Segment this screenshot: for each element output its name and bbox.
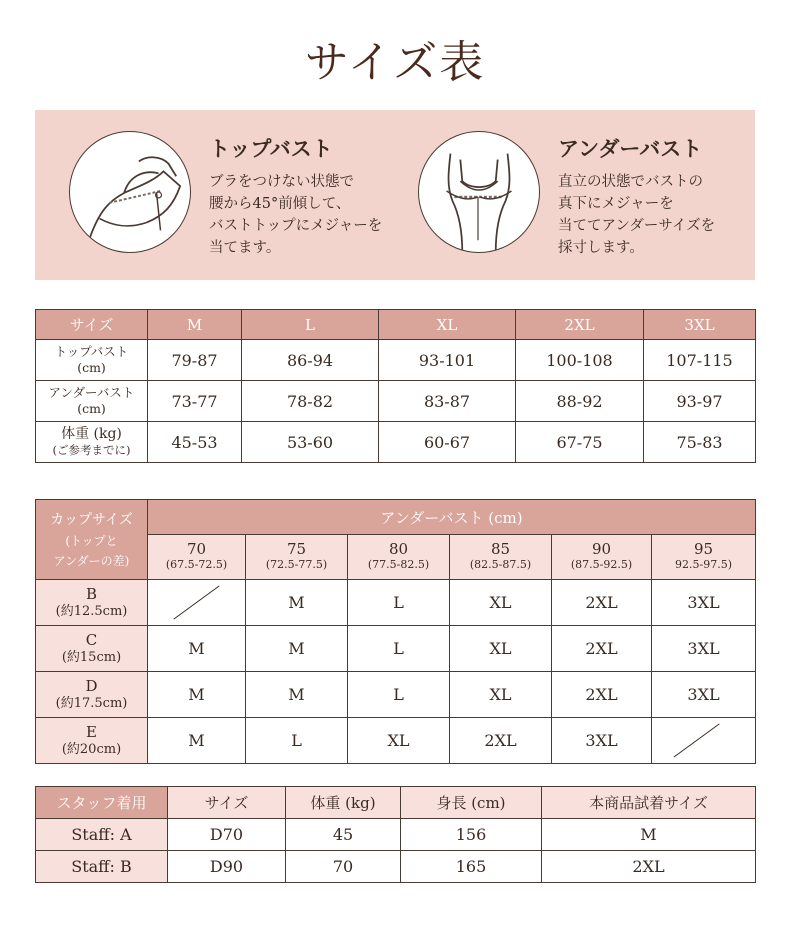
table-cell: 86-94 xyxy=(242,340,379,381)
table-cell: L xyxy=(348,672,450,718)
under-bust-guide xyxy=(418,127,748,263)
table-cell: 60-67 xyxy=(379,422,516,463)
table-cell: XL xyxy=(450,672,552,718)
cup-label-b xyxy=(36,580,148,626)
table-cell: D70 xyxy=(168,819,286,851)
cup-label-c xyxy=(36,626,148,672)
table-cell: 83-87 xyxy=(379,381,516,422)
table-cell: 2XL xyxy=(552,626,652,672)
size-header-xl: XL xyxy=(379,310,516,340)
top-bust-illustration-icon xyxy=(69,131,191,253)
staff-name: Staff: B xyxy=(36,851,168,883)
table-row xyxy=(36,381,756,422)
table-cell: M xyxy=(148,718,246,764)
diagonal-slash-icon xyxy=(148,580,245,625)
row-label-unit: (cm) xyxy=(77,401,106,416)
table-cell: 100-108 xyxy=(516,340,644,381)
table-cell: 2XL xyxy=(552,672,652,718)
table-cell: 2XL xyxy=(450,718,552,764)
table-cell: 78-82 xyxy=(242,381,379,422)
table-cell: 3XL xyxy=(552,718,652,764)
table-cell: M xyxy=(148,626,246,672)
table-row xyxy=(36,851,756,883)
row-label-top-bust xyxy=(36,340,148,381)
row-label-text: 体重 (kg) xyxy=(61,426,122,442)
table-cell: D90 xyxy=(168,851,286,883)
staff-header-height: 身長 (cm) xyxy=(401,787,542,819)
under-size-value: 70 xyxy=(186,540,207,558)
under-size-range: (82.5-87.5) xyxy=(469,558,532,571)
size-corner-header: サイズ xyxy=(36,310,148,340)
table-cell: M xyxy=(246,626,348,672)
under-size-value: 90 xyxy=(591,540,612,558)
row-label-unit: (cm) xyxy=(77,360,106,375)
table-row xyxy=(36,626,756,672)
table-row xyxy=(36,422,756,463)
under-size-range: 92.5-97.5) xyxy=(675,558,732,571)
cup-corner-title: カップサイズ xyxy=(50,512,133,528)
table-cell: XL xyxy=(348,718,450,764)
under-size-85 xyxy=(450,535,552,580)
staff-header-row xyxy=(36,787,756,819)
table-cell: 2XL xyxy=(542,851,756,883)
table-row xyxy=(36,340,756,381)
under-size-value: 80 xyxy=(388,540,409,558)
cup-diff: (約20cm) xyxy=(61,741,122,757)
table-cell: XL xyxy=(450,626,552,672)
under-bust-header: アンダーバスト (cm) xyxy=(148,500,756,535)
top-bust-description: ブラをつけない状態で 腰から45°前傾して、 バストトップにメジャーを 当てます。 xyxy=(209,174,383,256)
under-size-range: (67.5-72.5) xyxy=(165,558,228,571)
table-cell: M xyxy=(148,672,246,718)
table-cell: 165 xyxy=(401,851,542,883)
under-size-range: (72.5-77.5) xyxy=(265,558,328,571)
cup-corner-header xyxy=(36,500,148,580)
under-size-90 xyxy=(552,535,652,580)
under-bust-illustration-icon xyxy=(418,131,540,253)
diagonal-slash-icon xyxy=(652,718,755,763)
cup-size-table xyxy=(35,499,756,764)
page-title: サイズ表 xyxy=(304,37,486,88)
cup-diff: (約15cm) xyxy=(61,649,122,665)
table-cell: 3XL xyxy=(652,626,756,672)
table-cell: 53-60 xyxy=(242,422,379,463)
table-cell: 79-87 xyxy=(148,340,242,381)
row-label-under-bust xyxy=(36,381,148,422)
under-size-value: 85 xyxy=(490,540,511,558)
cup-header-row xyxy=(36,500,756,535)
row-label-text: トップバスト xyxy=(54,344,129,359)
size-chart-table xyxy=(35,309,756,463)
under-bust-heading: アンダーバスト xyxy=(558,136,703,161)
table-cell: 107-115 xyxy=(644,340,756,381)
size-header-3xl: 3XL xyxy=(644,310,756,340)
staff-header-fit: 本商品試着サイズ xyxy=(542,787,756,819)
row-label-weight xyxy=(36,422,148,463)
staff-header-size: サイズ xyxy=(168,787,286,819)
cup-diff: (約12.5cm) xyxy=(55,603,128,619)
under-size-value: 95 xyxy=(693,540,714,558)
cup-label-e xyxy=(36,718,148,764)
top-bust-heading: トップバスト xyxy=(209,136,333,161)
table-cell: 73-77 xyxy=(148,381,242,422)
table-cell: L xyxy=(246,718,348,764)
row-label-text: アンダーバスト xyxy=(48,385,135,400)
staff-header-weight: 体重 (kg) xyxy=(286,787,401,819)
table-cell: 45-53 xyxy=(148,422,242,463)
size-header-row xyxy=(36,310,756,340)
cup-letter: C xyxy=(85,630,98,649)
table-cell: 3XL xyxy=(652,580,756,626)
row-label-unit: (ご参考までに) xyxy=(52,443,131,457)
table-cell: M xyxy=(246,580,348,626)
table-cell: 93-101 xyxy=(379,340,516,381)
table-row xyxy=(36,718,756,764)
table-row xyxy=(36,580,756,626)
under-bust-description: 直立の状態でバストの 真下にメジャーを 当ててアンダーサイズを 採寸します。 xyxy=(558,174,716,256)
size-header-l: L xyxy=(242,310,379,340)
table-cell: L xyxy=(348,580,450,626)
cup-letter: B xyxy=(85,584,98,603)
table-cell: XL xyxy=(450,580,552,626)
table-cell: M xyxy=(542,819,756,851)
under-size-value: 75 xyxy=(286,540,307,558)
table-cell: 93-97 xyxy=(644,381,756,422)
cup-corner-sub: (トップと xyxy=(65,534,118,548)
cup-corner-sub: アンダーの差) xyxy=(53,554,130,568)
staff-fitting-table xyxy=(35,786,756,883)
staff-header-name: スタッフ着用 xyxy=(36,787,168,819)
cup-letter: D xyxy=(85,676,98,695)
under-size-range: (87.5-92.5) xyxy=(570,558,633,571)
under-size-70 xyxy=(148,535,246,580)
cup-diff: (約17.5cm) xyxy=(55,695,128,711)
table-cell: 45 xyxy=(286,819,401,851)
table-cell: 88-92 xyxy=(516,381,644,422)
table-row xyxy=(36,672,756,718)
table-cell: 67-75 xyxy=(516,422,644,463)
not-available-cell xyxy=(652,718,756,764)
under-size-80 xyxy=(348,535,450,580)
size-header-m: M xyxy=(148,310,242,340)
size-header-2xl: 2XL xyxy=(516,310,644,340)
table-cell: L xyxy=(348,626,450,672)
table-cell: 70 xyxy=(286,851,401,883)
not-available-cell xyxy=(148,580,246,626)
table-cell: 156 xyxy=(401,819,542,851)
measurement-guide-panel xyxy=(35,110,755,280)
cup-letter: E xyxy=(86,722,97,741)
under-size-75 xyxy=(246,535,348,580)
table-row xyxy=(36,819,756,851)
staff-name: Staff: A xyxy=(36,819,168,851)
cup-label-d xyxy=(36,672,148,718)
under-size-95 xyxy=(652,535,756,580)
table-cell: 2XL xyxy=(552,580,652,626)
under-size-range: (77.5-82.5) xyxy=(367,558,430,571)
table-cell: 75-83 xyxy=(644,422,756,463)
top-bust-guide xyxy=(69,127,399,263)
table-cell: M xyxy=(246,672,348,718)
table-cell: 3XL xyxy=(652,672,756,718)
